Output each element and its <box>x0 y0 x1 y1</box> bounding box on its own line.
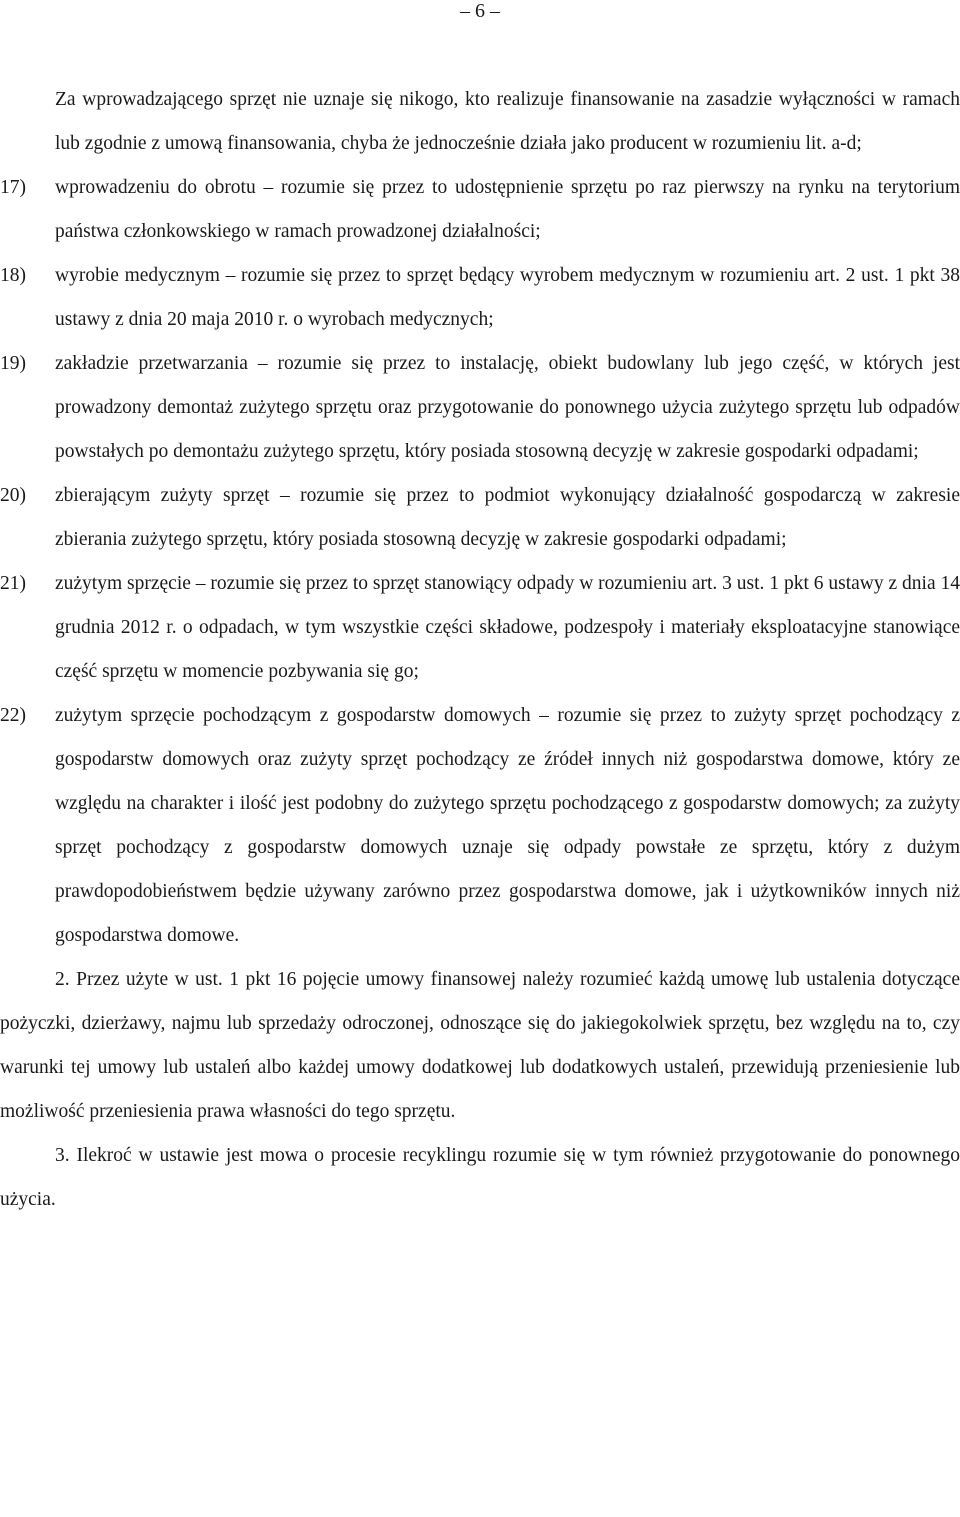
definition-item-18 <box>0 254 960 342</box>
item-text: zużytym sprzęcie pochodzącym z gospodarstw domowych – rozumie się przez to zużyty sprzęt pochodzący z gospodarstw domowych oraz zużyty sprzęt pochodzący ze źródeł innych niż gospodarstwa domowe, który ze względu na charakter i ilość jest podobny do zużytego sprzętu pochodzącego z gospodarstw domowych; za zużyty sprzęt pochodzący z gospodarstw domowych uznaje się odpady powstałe ze sprzętu, który z dużym prawdopodobieństwem będzie używany zarówno przez gospodarstwa domowe, jak i użytkowników innych niż gospodarstwa domowe. <box>55 705 960 946</box>
item-number: 22) <box>0 705 26 726</box>
definition-item-22 <box>0 694 960 958</box>
intro-paragraph: Za wprowadzającego sprzęt nie uznaje się nikogo, kto realizuje finansowanie na zasadzie wyłączności w ramach lub zgodnie z umową finansowania, chyba że jednocześnie działa jako producent w rozumieniu lit. a-d; <box>55 89 960 154</box>
item-number: 19) <box>0 353 26 374</box>
item-text: zużytym sprzęcie – rozumie się przez to sprzęt stanowiący odpady w rozumieniu art. 3 ust. 1 pkt 6 ustawy z dnia 14 grudnia 2012 r. o odpadach, w tym wszystkie części składowe, podzespoły i materiały eksploatacyjne stanowiące część sprzętu w momencie pozbywania się go; <box>55 573 960 682</box>
definition-item-19 <box>0 342 960 474</box>
definition-item-17 <box>0 166 960 254</box>
item-text: zbierającym zużyty sprzęt – rozumie się przez to podmiot wykonujący działalność gospodarczą w zakresie zbierania zużytego sprzętu, który posiada stosowną decyzję w zakresie gospodarki odpadami; <box>55 485 960 550</box>
item-text: wyrobie medycznym – rozumie się przez to sprzęt będący wyrobem medycznym w rozumieniu art. 2 ust. 1 pkt 38 ustawy z dnia 20 maja 2010 r. o wyrobach medycznych; <box>55 265 960 330</box>
page-number: – 6 – <box>460 0 500 22</box>
definition-item-20 <box>0 474 960 562</box>
document-body <box>0 78 960 1222</box>
item-text: zakładzie przetwarzania – rozumie się przez to instalację, obiekt budowlany lub jego część, w których jest prowadzony demontaż zużytego sprzętu oraz przygotowanie do ponownego użycia zużytego sprzętu lub odpadów powstałych po demontażu zużytego sprzętu, który posiada stosowną decyzję w zakresie gospodarki odpadami; <box>55 353 960 462</box>
item-number: 21) <box>0 573 26 594</box>
item-number: 18) <box>0 265 26 286</box>
item-text: wprowadzeniu do obrotu – rozumie się przez to udostępnienie sprzętu po raz pierwszy na rynku na terytorium państwa członkowskiego w ramach prowadzonej działalności; <box>55 177 960 242</box>
section-2-paragraph: 2. Przez użyte w ust. 1 pkt 16 pojęcie umowy finansowej należy rozumieć każdą umowę lub ustalenia dotyczące pożyczki, dzierżawy, najmu lub sprzedaży odroczonej, odnoszące się do jakiegokolwiek sprzętu, bez względu na to, czy warunki tej umowy lub ustaleń albo każdej umowy dodatkowej lub dodatkowych ustaleń, przewidują przeniesienie lub możliwość przeniesienia prawa własności do tego sprzętu. <box>0 969 960 1122</box>
item-number: 20) <box>0 485 26 506</box>
section-3-paragraph: 3. Ilekroć w ustawie jest mowa o procesie recyklingu rozumie się w tym również przygotowanie do ponownego użycia. <box>0 1145 960 1210</box>
item-number: 17) <box>0 177 26 198</box>
definition-item-21 <box>0 562 960 694</box>
